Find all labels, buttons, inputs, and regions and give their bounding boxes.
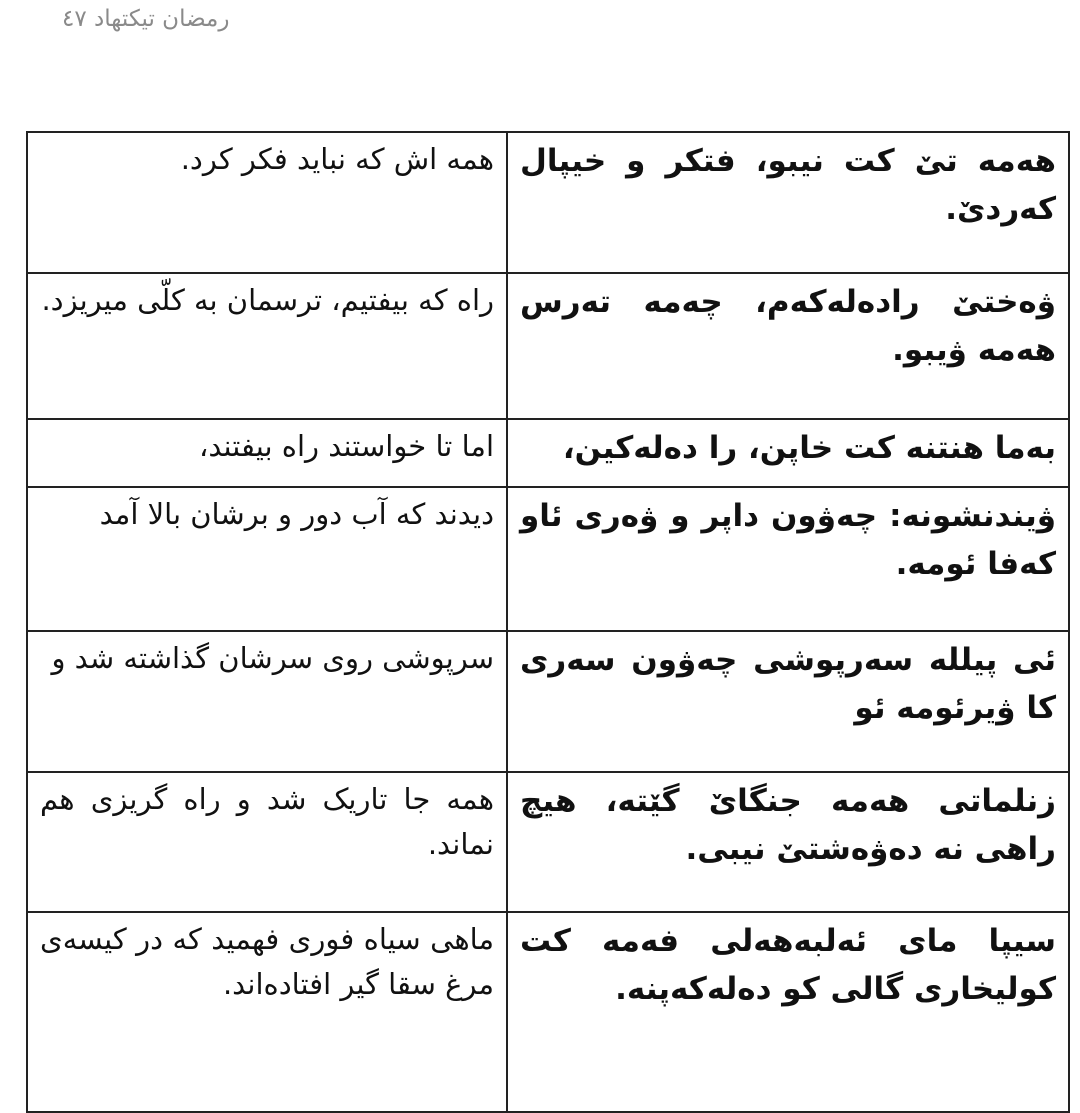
persian-cell: همه جا تاریک شد و راه گریزی هم نماند. [27, 772, 507, 912]
table-row [27, 132, 1069, 273]
kurdish-cell: هەمە تێ کت نیبو، فتکر و خیپال کەردێ. [507, 132, 1069, 273]
table-row [27, 487, 1069, 631]
table-row [27, 419, 1069, 487]
table-row [27, 273, 1069, 419]
kurdish-cell: زنلماتی هەمە جنگاێ گێته، هیچ راهی نه دەۋەشتێ نیبی. [507, 772, 1069, 912]
kurdish-cell: ئی پیلله سەرپوشی چەۋون سەری کا ۋیرئومه ئو [507, 631, 1069, 772]
page-header: رمضان تیکتهاد ٤٧ [62, 6, 230, 32]
persian-cell: همه اش که نباید فکر کرد. [27, 132, 507, 273]
table-row [27, 631, 1069, 772]
kurdish-cell: ۋیندنشونه: چەۋون داپر و ۋەری ئاو کەفا ئومه. [507, 487, 1069, 631]
persian-cell: راه که بیفتیم، ترسمان به کلّی میریزد. [27, 273, 507, 419]
kurdish-cell: ۋەختێ رادەلەکەم، چەمە تەرس هەمە ۋیبو. [507, 273, 1069, 419]
translation-table [26, 131, 1070, 1113]
kurdish-cell: بەما هنتنه کت خاپن، را دەلەکین، [507, 419, 1069, 487]
persian-cell: دیدند که آب دور و برشان بالا آمد [27, 487, 507, 631]
table-row [27, 772, 1069, 912]
persian-cell: سرپوشی روی سرشان گذاشته شد و [27, 631, 507, 772]
persian-cell: اما تا خواستند راه بیفتند، [27, 419, 507, 487]
kurdish-cell: سیپا مای ئەلبەهەلی فەمە کت کولیخاری گالی کو دەلەکەپنه. [507, 912, 1069, 1112]
persian-cell: ماهی سیاه فوری فهمید که در کیسه‌ی مرغ سقا گیر افتاده‌اند. [27, 912, 507, 1112]
table-row [27, 912, 1069, 1112]
